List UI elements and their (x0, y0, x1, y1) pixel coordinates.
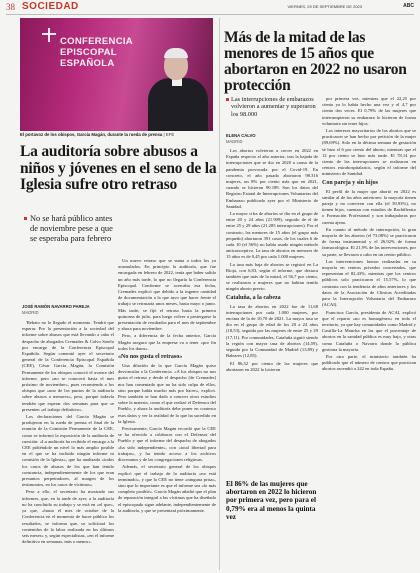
column-divider (219, 18, 220, 570)
left-article-column-2 (118, 258, 216, 570)
subheading: «No nos gusta el retraso» (118, 354, 183, 361)
deck-item: No se hará público antes de noviembre pese a que se esperaba para febrero (24, 214, 114, 244)
section-title: SOCIEDAD (22, 1, 79, 12)
body-paragraph: Un nuevo retraso que se suma a todos los ya acumulados. En principio la auditoría, que fue encargada en febrero de 2022, tenía que haber salido un año más tarde, lo que no llegaría la Conferencia Episcopal. Conforme se acercaba esa fecha, Cremades explicó que debido a la ingente cantidad de documentación a la que tuvo que hacer frente el trabajo se retrasaría unos meses, hasta mayo o junio. Más tarde, se fijó el retraso hasta la primera quincena de julio, para luego volver a postergarse la presentación de resultados para el mes de septiembre y ahora para noviembre. (118, 258, 216, 332)
body-paragraph: Pese a ello, el secretario ha mostrado sus informes, que, en la tarde de ayer, a la auditoría no ha concluido su trabajo y se está en «el que», ya que, «hasta el mes de octubre de la Conferencia en el momento de hacer público los resultados, se informa que, se solicitará los contenidos de la labor realizada en los últimos seis meses» y, según especialistas, «en el informe definitivo en semanas, más o menos». (22, 489, 114, 545)
page-number: 38 (6, 2, 15, 12)
body-paragraph: Precisamente, García Magán recordó que la CEE se ha ofrecido a colaborar con el Defensor del Pueblo y que el informe del despacho de abogados «ha sido independiente», con «total libertad para trabajar», y ha tenido acceso a los archivos diocesanos y de las congregaciones religiosas. (118, 426, 216, 463)
body-paragraph: El 86,52 por ciento de las mujeres que abortaron en 2022 lo hicieron (226, 360, 318, 372)
photo-backdrop-sign: CONFERENCIA EPISCOPAL ESPAÑOLA (60, 36, 133, 69)
body-paragraph: La tasa de abortos en 2022 fue de 11,68 interrupciones por cada 1.000 mujeres, por encima de la de 10,70 de 2021. La mayor tasa se dio en el grupo de edad de los 20 a 24 años (18,53), seguida por las mujeres de entre 25 y 29 (17,11). Por comunidades, Cataluña siguió siendo la región con mayor tasa de abortos (14,59), seguida por la Comunidad de Madrid (13,89) y Baleares (12,85). (226, 303, 318, 359)
article-photo (20, 18, 213, 131)
issue-date: VIERNES, 29 DE SEPTIEMBRE DE 2023 (287, 4, 362, 9)
right-article-deck (226, 96, 316, 118)
author-name: ELENA CALVO (226, 133, 256, 138)
right-article-column-1 (226, 148, 318, 478)
body-paragraph: Una dilación de la que García Magán quiso desvincular a la Conferencia. «A los obispos no nos gusta el retraso y desde el despacho [de Cremades] nos han comentado que no ha sido culpa de ellos, sino porque había mucho más por hacer», explicó. Pero también se han dado a conocer otros estudios sobre la materia, como el que realizó el Defensor del Pueblo, y ahora la auditoría debe poner en contexto esos datos y ver la realidad de lo que ha sucedido en la Iglesia. (118, 363, 216, 424)
body-paragraph: En cuanto al método de interrupción, la gran mayoría de los abortos (el 73,08%) se practicaron de forma instrumental y el 26,92% de forma farmacológica. El 21,9% de las intervenciones, por su parte, se llevaron a cabo en un centro público. (322, 226, 416, 257)
subheading: Con pareja y sin hijos (322, 179, 378, 186)
body-paragraph: La mayor cifra de abortos se dio en el grupo de entre 20 y 24 años (21.909), seguido de el de entre 25 y 29 años (21.285 interrupciones). Por el contrario, las menores de 15 años (el grupo más pequeño) abortaron 391 casos, de los cuales 6 de cada 10 (el 56%) no había usado ningún método anticonceptivo. La tasa de abortos en menores de 15 años es de 0,45 por cada 1.000 mujeres. (226, 211, 318, 260)
body-paragraph: La tasa más baja de abortos se registró en La Rioja, con 6,83, según el informe, que destaca también que más de la mitad, el 56,7 por ciento, se realizaron a mujeres que no habían tenido ningún aborto previo. (226, 261, 318, 292)
body-paragraph: Por otra parte, el ministerio también ha publicado que el número de centros que practican abortos ascendió a 242 en toda España. (322, 353, 416, 372)
cross-icon (42, 28, 56, 42)
page-header (0, 0, 420, 14)
right-article-byline (226, 133, 316, 144)
header-divider (6, 14, 414, 15)
subheading: Cataluña, a la cabeza (226, 294, 281, 301)
speaker-figure (148, 48, 208, 131)
body-paragraph: Las intervenciones fueron realizadas en su mayoría en centros privados concertados, que representan el 82,43%, mientras que los centros públicos solo practicaron el 15,57%, lo que contrasta con la tendencia de años anteriores y los datos de la Asociación de Clínicas Acreditadas para la Interrupción Voluntaria del Embarazo (ACAI). (322, 258, 416, 308)
body-paragraph: Francisca García, presidenta de ACAI, explicó que el reparto «no es homogéneo» en todo el territorio, ya que hay comunidades como Madrid y Castilla-La Mancha en las que el porcentaje de abortos en la sanidad pública es muy bajo, y otras como Cataluña o Navarra donde la pública gestiona la mayoría. (322, 309, 416, 352)
photo-caption (20, 132, 215, 137)
left-article-deck (24, 214, 114, 247)
newspaper-brand: ABC (403, 3, 414, 9)
left-article-headline: La auditoría sobre abusos a niños y jóvenes en el seno de la Iglesia sufre otro retraso (20, 143, 217, 193)
body-paragraph: Pero, a diferencia de la fecha anterior, García Magán asegura que la empresa va a tener «por fin todos los datos». (118, 333, 216, 351)
body-paragraph: El perfil de la mujer que abortó en 2022 es similar al de los años anteriores: la mayoría tienen pareja y no conviven con ella (el 39,93%), no tienen hijos, cuentan con estudios de Bachillerato o Formación Profesional y son trabajadoras por cuenta ajena. (322, 188, 416, 225)
deck-item: Las interrupciones de embarazos volvieron a aumentar y superaron los 98.000 (226, 96, 316, 118)
left-article-byline (22, 304, 112, 315)
body-paragraph: por primera vez, mientras que el 22,25 por ciento ya lo había hecho una vez y el 4,7 por ciento dos veces. El 0,79% de las mujeres que interrumpieron su embarazo lo hicieron de forma voluntaria sin tener hijos. (322, 96, 416, 126)
body-paragraph: 'Rebato no lo llegado el momento. Tendrá que esperar. Por la presentación a la sociedad del informe sobre abusos que está llevando a cabo el despacho de abogados Cremades & Calvo Sotelo por encargo de la Conferencia Episcopal Española. Según comentó ayer el secretario general de la Conferencia Episcopal Española (CEE), César García Magán, la Comisión Permanente de los obispos conoció el avance del informe, pero «no se conocerá hasta el mes próximo de noviembre», pues recomienda a los obispos que «uno de los puntos de la auditoría sobre abusos a menores», pero, porque todavía tendrán que esperar dos semanas para que se presenten «el trabajo definitivo». (22, 320, 114, 412)
body-paragraph: Los abortos volvieron a crecer en 2022 en España respecto al año anterior, tras la bajada de interrupciones que se dio en 2020 a causa de la pandemia provocada por el Covid-19. En concreto, el año pasado abortaron 98.316 mujeres, un 8% por ciento más que en 2021, cuando se hicieron 90.189. Son los datos del Registro Estatal de Interrupciones Voluntarias del Embarazo publicado ayer por el Ministerio de Sanidad. (226, 148, 318, 209)
left-article-column-1 (22, 320, 114, 570)
caption-text: El portavoz de los obispos, García Magán, durante la rueda de prensa (20, 132, 163, 137)
body-paragraph: Los declaraciones del García Magán se produjeron en la rueda de prensa el final de la reunión de la Comisión Permanente de la CEE, como se informó la exposición de la auditoría de cuestión: «La auditoría ha recibido el encargo a la CEE pidiéndole un nivel lo más amplio posible en el que se ha incluido ningún informe ni comisión de la Iglesia», que ha analizado «todos los casos de abusos de los que han tenido constancia, independientemente de los que eran presuntos perpetradores, al margen de los testimonios, en los casos de víctimas». (22, 414, 114, 488)
body-paragraph: Además, el secretario general de los obispos explicó que el trabajo de la auditoría «no está terminado», y que la CEE no tiene «ninguna prisa», sino que lo importante es que el informe sea «lo más completo posible». García Magán añadió que el plan de reparación integral a las víctimas que ha diseñado el episcopado sigue adelante, independientemente de la auditoría, y que se presentará próximamente. (118, 464, 216, 513)
body-paragraph: Los intereses mayoritarios de los abortos que se practicaron se han hecho por petición de la mujer (89,69%). Solo en la décima semana de gestación se hizo el 6 por ciento del aborto, mientras que el 12 por ciento se hizo más tarde. El 78,14 por ciento de las interrupciones se realizaron en centros extrahospitalarios, según el informe del ministerio de Sanidad. (322, 128, 416, 177)
dateline: MADRID (22, 310, 39, 315)
dateline: MADRID (226, 139, 243, 144)
caption-credit: | EFE (163, 132, 175, 137)
right-article-column-2 (322, 96, 416, 570)
right-article-headline: Más de la mitad de las menores de 15 años que abortaron en 2022 no usaron protección (224, 29, 407, 94)
author-name: JOSÉ RAMÓN NAVARRO PAREJA (22, 304, 90, 309)
pull-quote: El 86% de las mujeres que abortaron en 2022 lo hicieron por primera vez, pero para el 0,79% era al menos la quinta vez (226, 480, 317, 521)
